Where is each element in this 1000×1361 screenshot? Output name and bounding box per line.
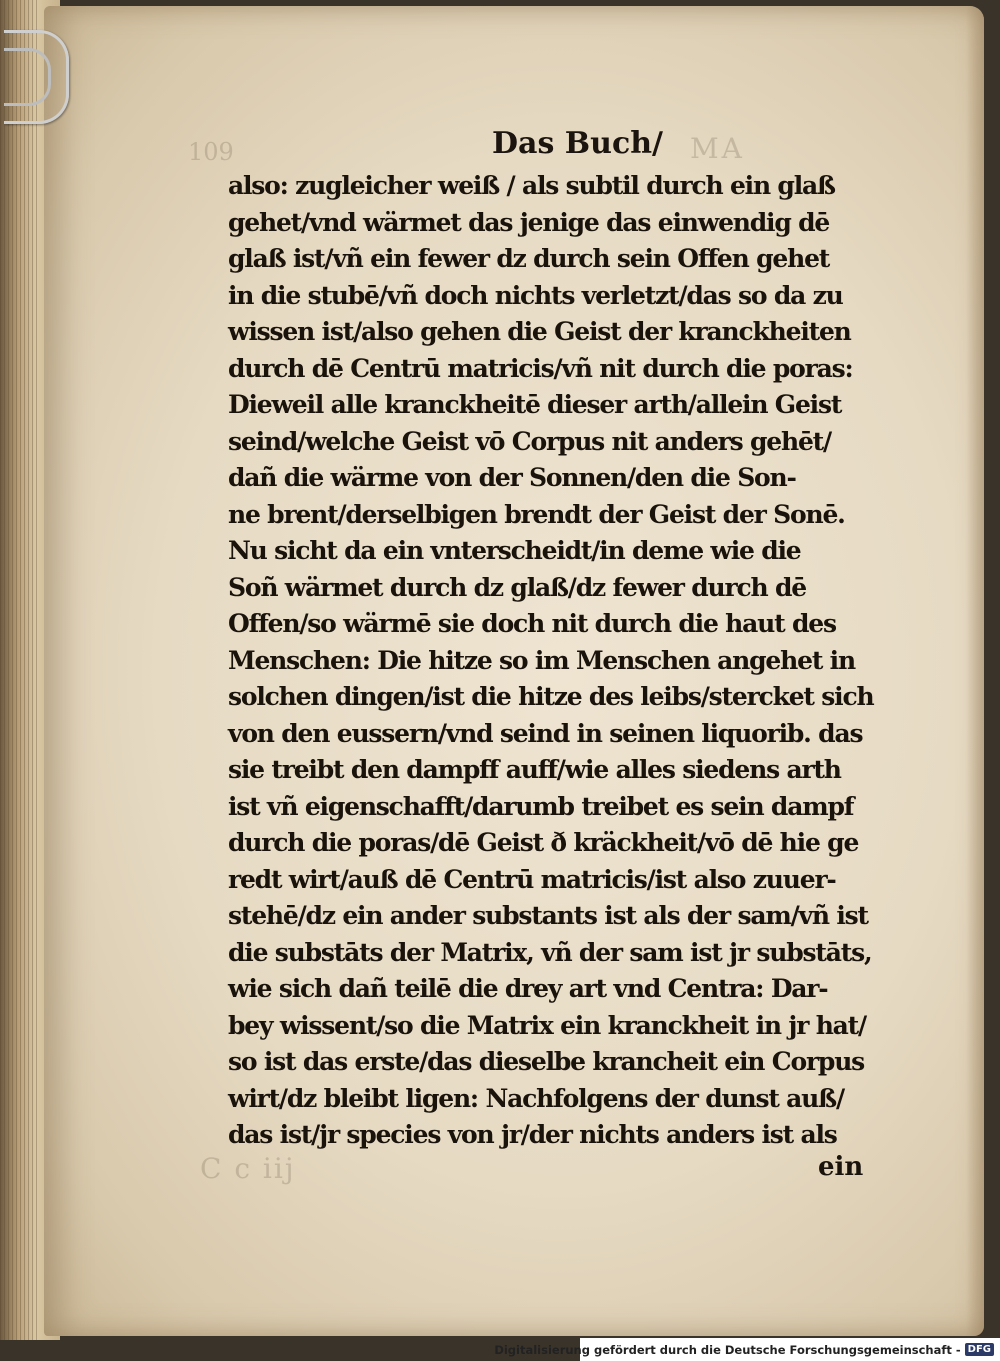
footer-credit: Digitalisierung gefördert durch die Deutsche Forschungsgemeinschaft - [494,1342,961,1357]
text-line: redt wirt/auß dē Centrū matricis/ist also zuuer- [228,864,836,894]
text-line: dañ die wärme von der Sonnen/den die Son- [228,463,796,492]
page-edge-shadow [966,6,984,1336]
dfg-logo: DFG [965,1343,994,1356]
text-line: so ist das erste/das dieselbe krancheit ein Corpus [228,1047,865,1076]
text-line: die substāts der Matrix, vñ der sam ist jr substāts, [228,937,872,967]
text-line: wie sich dañ teilē die drey art vnd Centra: Dar- [228,974,828,1003]
bleed-through-page-number: 109 [188,138,234,166]
body-text [228,168,888,1154]
text-line: Offen/so wärmē sie doch nit durch die haut des [228,609,836,638]
catchword: ein [818,1152,864,1182]
text-line: bey wissent/so die Matrix ein kranckheit in jr hat/ [228,1010,866,1040]
text-line: wissen ist/also gehen die Geist der kranckheiten [228,317,851,346]
text-line: Soñ wärmet durch dz glaß/dz fewer durch dē [228,572,806,602]
bleed-through-top-text: MA [690,132,745,165]
text-line: glaß ist/vñ ein fewer dz durch sein Offen gehet [228,244,830,273]
text-line: seind/welche Geist vō Corpus nit anders gehēt/ [228,426,831,456]
text-line: durch dē Centrū matricis/vñ nit durch die poras: [228,353,853,383]
running-head: Das Buch/ [492,126,663,161]
text-line: Menschen: Die hitze so im Menschen angehet in [228,645,855,675]
text-line: wirt/dz bleibt ligen: Nachfolgens der dunst auß/ [228,1083,844,1113]
book-page-stack [0,0,40,1340]
text-line: das ist/jr species von jr/der nichts anders ist als [228,1120,837,1149]
text-line: Nu sicht da ein vnterscheidt/in deme wie die [228,536,801,565]
text-line: also: zugleicher weiß / als subtil durch ein glaß [228,171,835,200]
text-line: stehē/dz ein ander substants ist als der sam/vñ ist [228,901,868,930]
text-line: durch die poras/dē Geist ð kräckheit/vō dē hie ge [228,828,859,857]
bleed-through-signature: C c iij [200,1152,296,1185]
text-line: sie treibt den dampff auff/wie alles siedens arth [228,755,841,784]
text-line: solchen dingen/ist die hitze des leibs/stercket sich [228,682,874,711]
text-line: ne brent/derselbigen brendt der Geist der Sonē. [228,499,845,529]
text-line: ist vñ eigenschafft/darumb treibet es sein dampf [228,791,854,821]
text-line: von den eussern/vnd seind in seinen liquorib. das [228,718,863,748]
text-line: in die stubē/vñ doch nichts verletzt/das so da zu [228,280,843,310]
text-line: Dieweil alle kranckheitē dieser arth/allein Geist [228,390,842,419]
digitization-footer [494,1338,1000,1361]
text-line: gehet/vnd wärmet das jenige das einwendig dē [228,207,830,237]
paper-clip-inner-icon [4,48,51,106]
